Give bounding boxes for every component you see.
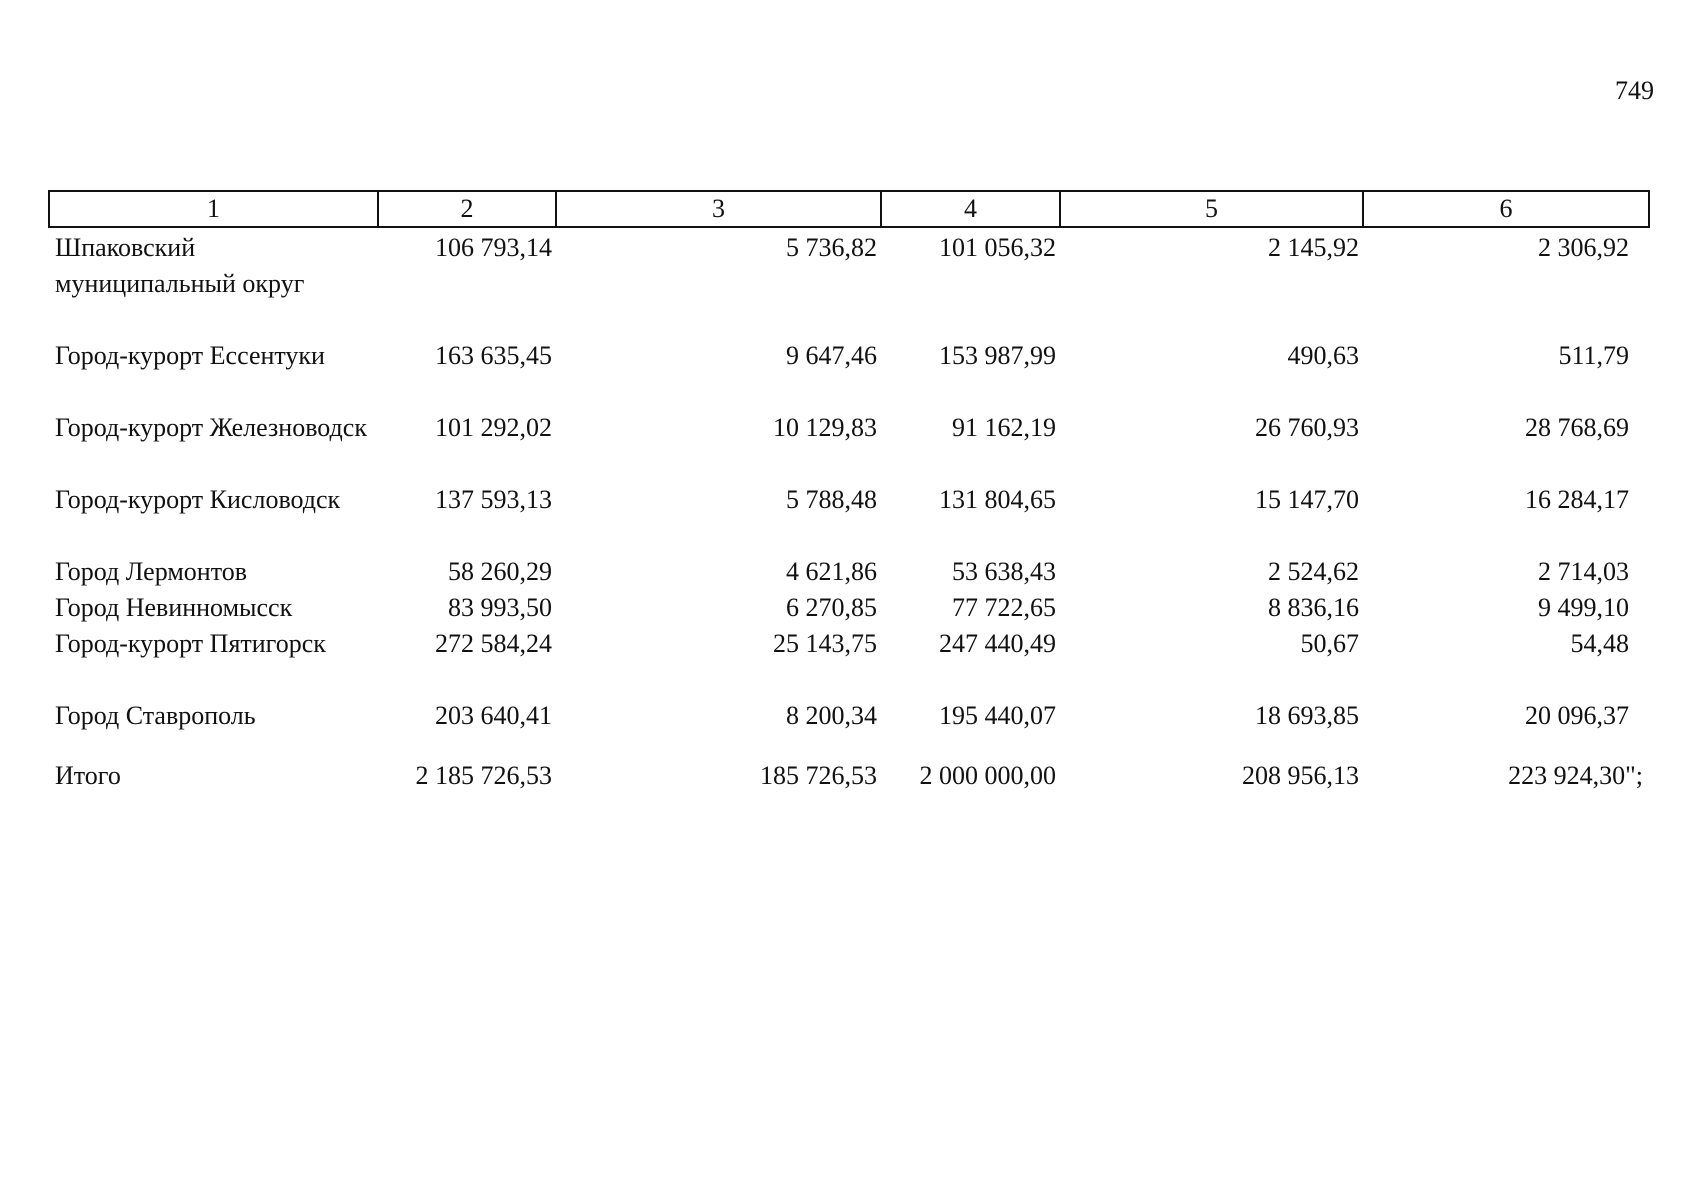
total-value-col6: 223 924,30";: [1508, 761, 1643, 790]
row-name: Город Невинномысск: [55, 593, 293, 622]
row-value-col6: 2 714,03: [1538, 557, 1629, 586]
table-row: [49, 482, 1649, 554]
header-cell-4: 4: [881, 191, 1060, 227]
row-value-col4: 101 056,32: [939, 233, 1056, 262]
row-value-col2: 203 640,41: [435, 701, 552, 730]
table-row: [49, 410, 1649, 482]
total-row: [49, 758, 1649, 794]
row-value-col6: 511,79: [1558, 341, 1629, 370]
row-value-col3: 25 143,75: [773, 629, 877, 658]
row-value-col2: 101 292,02: [435, 413, 552, 442]
row-value-col6: 16 284,17: [1525, 485, 1629, 514]
row-value-col5: 2 145,92: [1268, 233, 1359, 262]
row-value-col2: 137 593,13: [435, 485, 552, 514]
row-value-col2: 83 993,50: [448, 593, 552, 622]
header-cell-3: 3: [556, 191, 881, 227]
row-value-col3: 9 647,46: [786, 341, 877, 370]
page-number: 749: [1615, 76, 1654, 105]
table-body: [49, 227, 1649, 794]
row-value-col4: 77 722,65: [952, 593, 1056, 622]
total-value-col5: 208 956,13: [1242, 761, 1359, 790]
row-value-col5: 18 693,85: [1255, 701, 1359, 730]
total-value-col2: 2 185 726,53: [415, 761, 552, 790]
total-label: Итого: [55, 761, 121, 790]
table-row: [49, 698, 1649, 758]
row-value-col6: 20 096,37: [1525, 701, 1629, 730]
table-row: [49, 227, 1649, 338]
header-cell-5: 5: [1060, 191, 1363, 227]
row-value-col5: 490,63: [1287, 341, 1359, 370]
row-value-col6: 28 768,69: [1525, 413, 1629, 442]
row-value-col3: 5 788,48: [786, 485, 877, 514]
header-row: [49, 191, 1649, 227]
row-value-col2: 58 260,29: [448, 557, 552, 586]
row-name: Город-курорт Железноводск: [55, 413, 367, 442]
row-value-col4: 91 162,19: [952, 413, 1056, 442]
row-value-col2: 106 793,14: [435, 233, 552, 262]
table-row: [49, 626, 1649, 698]
row-value-col3: 8 200,34: [786, 701, 877, 730]
table-row: [49, 338, 1649, 410]
data-table: [48, 190, 1650, 794]
row-value-col4: 195 440,07: [939, 701, 1056, 730]
total-value-col4: 2 000 000,00: [919, 761, 1056, 790]
row-name: Шпаковский муниципальный округ: [55, 233, 305, 298]
row-value-col6: 9 499,10: [1538, 593, 1629, 622]
row-value-col6: 54,48: [1570, 629, 1629, 658]
table-row: [49, 554, 1649, 590]
row-value-col5: 15 147,70: [1255, 485, 1359, 514]
row-value-col5: 2 524,62: [1268, 557, 1359, 586]
total-value-col3: 185 726,53: [760, 761, 877, 790]
row-value-col2: 163 635,45: [435, 341, 552, 370]
row-name: Город-курорт Ессентуки: [55, 341, 325, 370]
row-value-col6: 2 306,92: [1538, 233, 1629, 262]
row-value-col3: 4 621,86: [786, 557, 877, 586]
row-value-col4: 131 804,65: [939, 485, 1056, 514]
row-value-col4: 247 440,49: [939, 629, 1056, 658]
row-name: Город Лермонтов: [55, 557, 247, 586]
row-name: Город Ставрополь: [55, 701, 256, 730]
row-value-col5: 26 760,93: [1255, 413, 1359, 442]
table-row: [49, 590, 1649, 626]
row-value-col3: 6 270,85: [786, 593, 877, 622]
row-value-col5: 8 836,16: [1268, 593, 1359, 622]
row-name: Город-курорт Пятигорск: [55, 629, 326, 658]
row-value-col4: 53 638,43: [952, 557, 1056, 586]
header-cell-6: 6: [1363, 191, 1649, 227]
row-name: Город-курорт Кисловодск: [55, 485, 341, 514]
header-cell-1: 1: [49, 191, 378, 227]
header-cell-2: 2: [378, 191, 556, 227]
table-header: [49, 191, 1649, 227]
row-value-col3: 10 129,83: [773, 413, 877, 442]
row-value-col4: 153 987,99: [939, 341, 1056, 370]
row-value-col3: 5 736,82: [786, 233, 877, 262]
row-value-col5: 50,67: [1300, 629, 1359, 658]
row-value-col2: 272 584,24: [435, 629, 552, 658]
